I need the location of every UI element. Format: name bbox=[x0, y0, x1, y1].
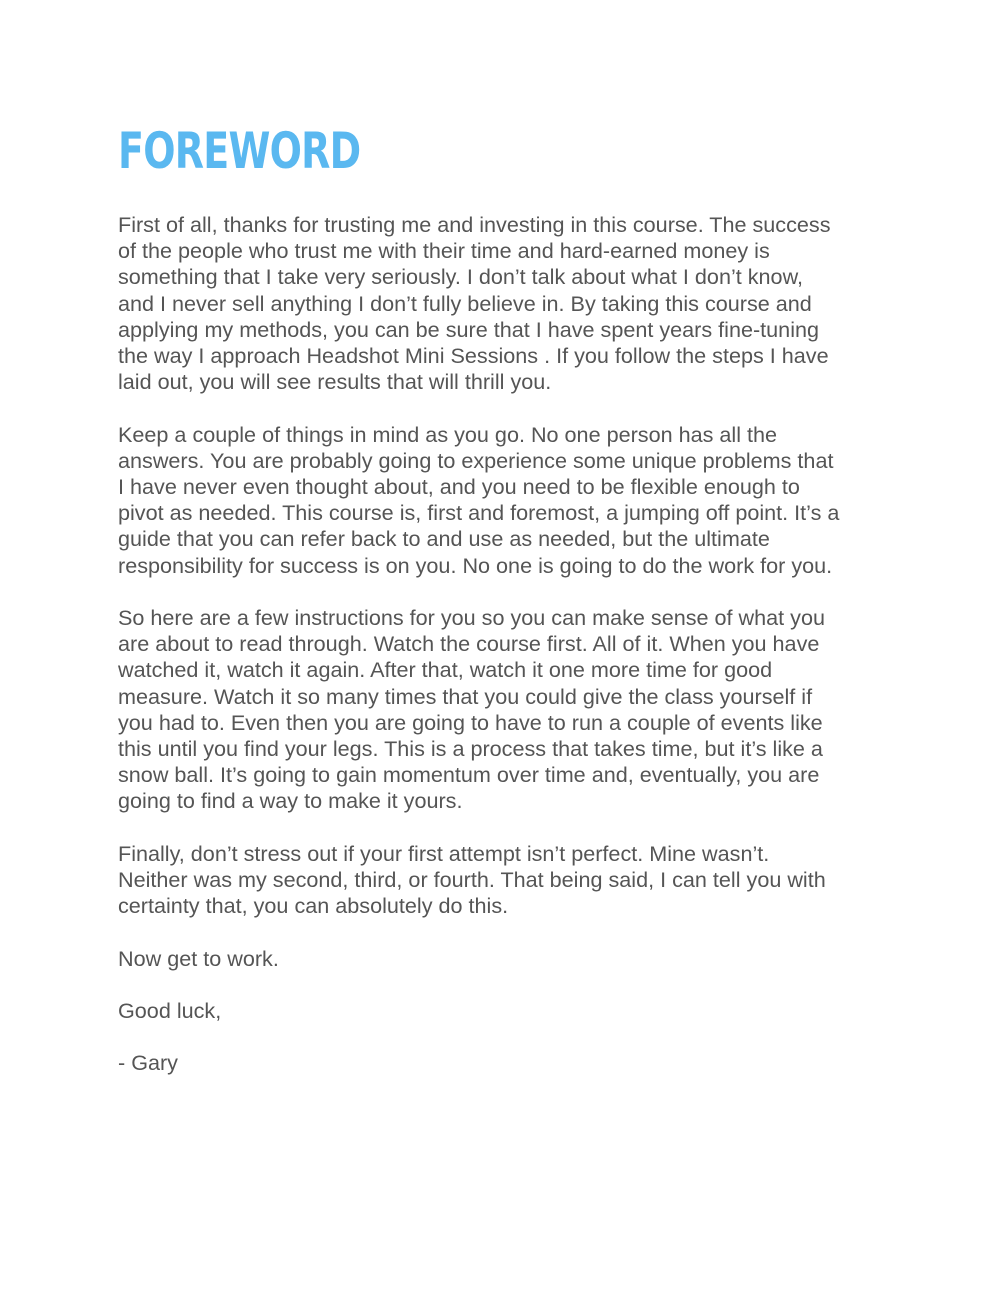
text-line: responsibility for success is on you. No one is going to do the work for you. bbox=[118, 552, 833, 578]
text-line: are about to read through. Watch the course first. All of it. When you have bbox=[118, 631, 820, 657]
instructions-paragraph bbox=[118, 605, 908, 815]
text-line: something that I take very seriously. I don’t talk about what I don’t know, bbox=[118, 264, 803, 290]
text-line: - Gary bbox=[118, 1050, 178, 1076]
text-line: First of all, thanks for trusting me and investing in this course. The success bbox=[118, 212, 831, 237]
text-line: applying my methods, you can be sure that I have spent years fine-tuning bbox=[118, 316, 820, 342]
text-line: Neither was my second, third, or fourth. That being said, I can tell you with bbox=[118, 867, 826, 893]
text-line: certainty that, you can absolutely do this. bbox=[118, 893, 509, 919]
signature bbox=[118, 1050, 908, 1076]
text-line: watched it, watch it again. After that, watch it one more time for good bbox=[118, 657, 773, 683]
text-line: laid out, you will see results that will thrill you. bbox=[118, 369, 552, 395]
closing-paragraph bbox=[118, 841, 908, 920]
advice-paragraph bbox=[118, 422, 908, 579]
sign-off bbox=[118, 998, 908, 1024]
text-line: I have never even thought about, and you need to be flexible enough to bbox=[118, 474, 800, 500]
text-line: this until you find your legs. This is a process that takes time, but it’s like a bbox=[118, 736, 823, 762]
intro-paragraph bbox=[118, 212, 908, 395]
text-line: Finally, don’t stress out if your first attempt isn’t perfect. Mine wasn’t. bbox=[118, 840, 770, 866]
text-line: Now get to work. bbox=[118, 945, 279, 971]
text-line: the way I approach Headshot Mini Sessions . If you follow the steps I have bbox=[118, 343, 829, 369]
text-line: answers. You are probably going to experience some unique problems that bbox=[118, 447, 834, 473]
foreword-body bbox=[118, 212, 908, 1103]
text-line: you had to. Even then you are going to have to run a couple of events like bbox=[118, 709, 823, 735]
text-line: Keep a couple of things in mind as you go. No one person has all the bbox=[118, 421, 778, 447]
page-title: FOREWORD bbox=[118, 122, 361, 180]
text-line: snow ball. It’s going to gain momentum over time and, eventually, you are bbox=[118, 762, 820, 788]
text-line: Good luck, bbox=[118, 998, 222, 1024]
text-line: of the people who trust me with their time and hard-earned money is bbox=[118, 238, 770, 264]
call-to-action bbox=[118, 946, 908, 972]
text-line: going to find a way to make it yours. bbox=[118, 788, 463, 814]
text-line: So here are a few instructions for you so you can make sense of what you bbox=[118, 605, 825, 631]
text-line: pivot as needed. This course is, first and foremost, a jumping off point. It’s a bbox=[118, 500, 840, 526]
text-line: guide that you can refer back to and use as needed, but the ultimate bbox=[118, 526, 770, 552]
text-line: and I never sell anything I don’t fully believe in. By taking this course and bbox=[118, 290, 812, 316]
text-line: measure. Watch it so many times that you could give the class yourself if bbox=[118, 683, 813, 709]
